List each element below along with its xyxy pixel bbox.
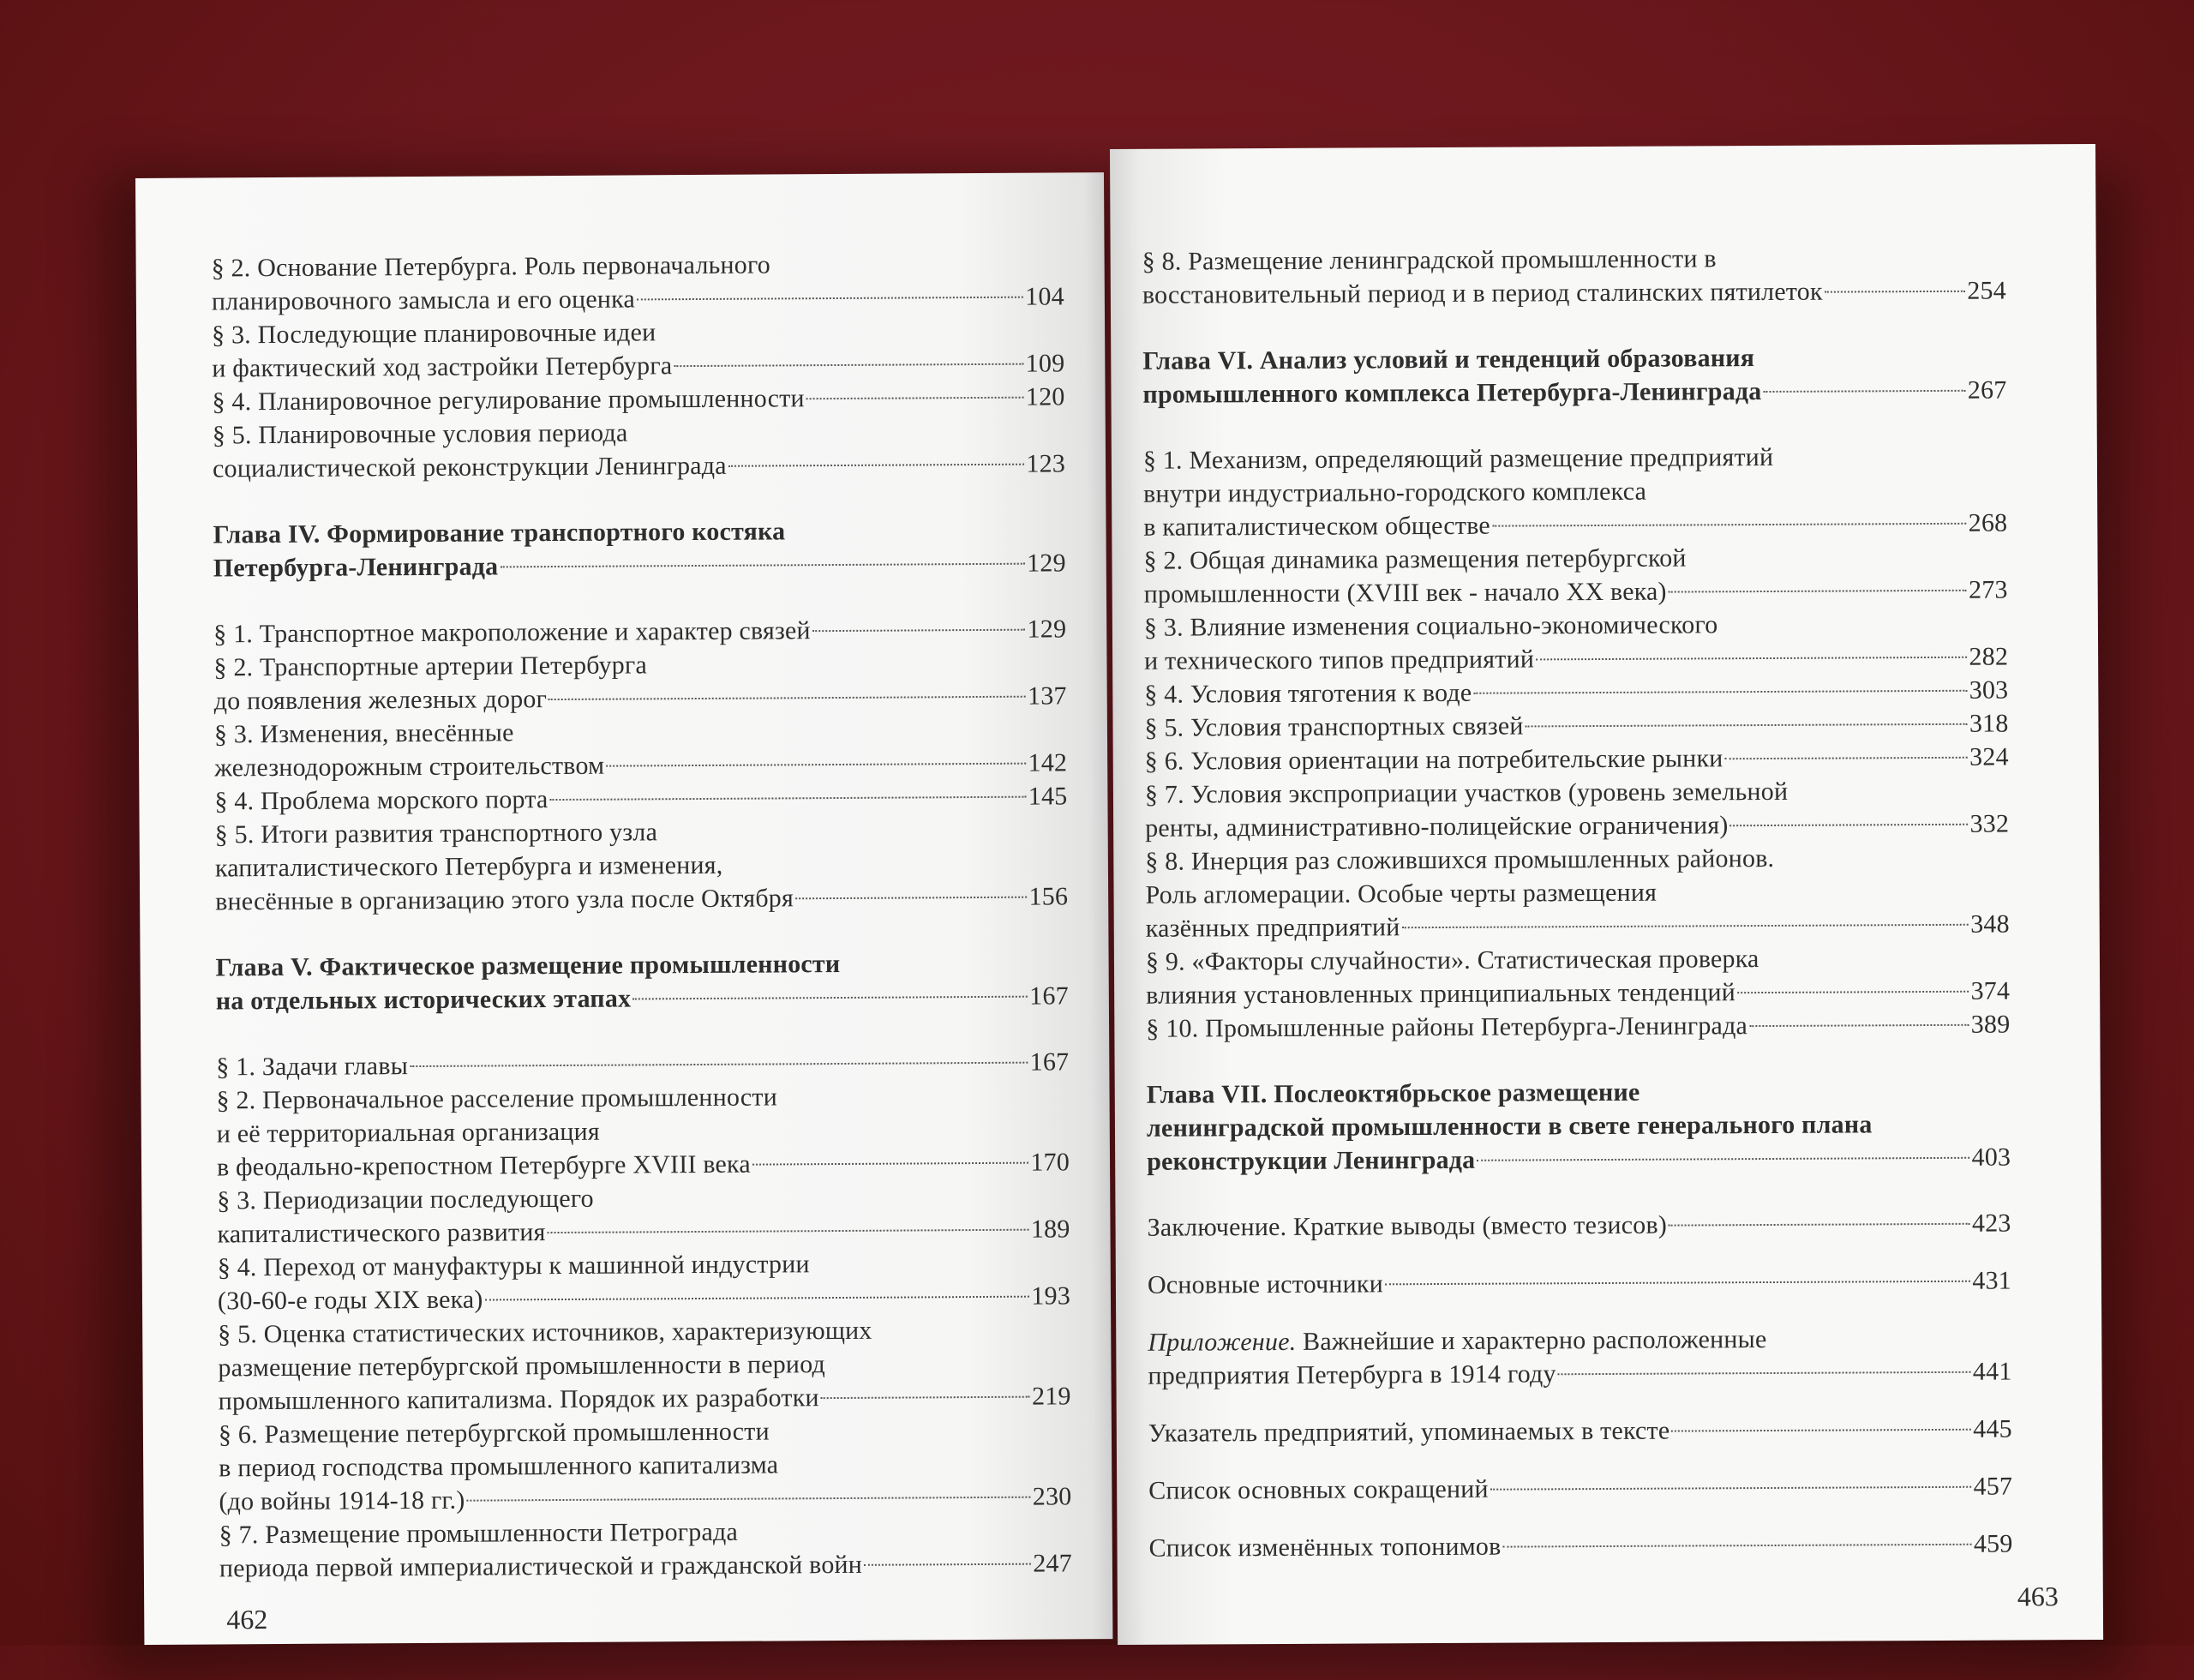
toc-line-text: на отдельных исторических этапах [215,984,632,1016]
toc-line [216,979,1069,1017]
left-page [135,172,1112,1645]
toc-chapter-entry [1147,1074,2011,1179]
dot-leader [1749,1024,1969,1027]
toc-line [213,447,1065,485]
toc-line-text: § 4. Проблема морского порта [214,785,548,816]
toc-page-number: 374 [1970,976,2011,1005]
toc-line-text: восстановительный период и в период сталинских пятилеток [1142,277,1823,309]
toc-line [1148,1527,2012,1565]
toc-line-text: влияния установленных принципиальных тенденций [1146,978,1736,1010]
dot-leader [485,1296,1030,1301]
dot-leader [1536,657,1967,661]
section-gap [215,913,1068,951]
toc-line [1146,908,2010,945]
toc-line-text: внесённые в организацию этого узла после Октября [215,884,794,916]
dot-leader [548,1229,1029,1233]
toc-line-text: § 5. Планировочные условия периода [212,418,628,450]
toc-page-number: 193 [1031,1281,1071,1311]
section-gap [1142,308,2006,345]
dot-leader [1669,1223,1970,1227]
toc-line-text: ренты, административно-полицейские ограничения) [1145,811,1729,843]
toc-line-text: § 5. Оценка статистических источников, характеризующих [218,1316,872,1349]
toc-page-number: 254 [1967,276,2006,305]
toc-line-text: Глава VI. Анализ условий и тенденций образования [1142,344,1755,375]
toc-line [212,246,1064,285]
dot-leader [549,796,1026,801]
toc-entry [213,645,1066,717]
toc-line-text: Глава VII. Послеоктябрьское размещение [1146,1077,1640,1109]
dot-leader [637,297,1023,301]
toc-entry [1148,1470,2012,1508]
toc-line-text: § 4. Переход от мануфактуры к машинной индустрии [217,1250,810,1282]
toc-line [1144,607,2008,645]
toc-entry [1148,1264,2011,1302]
toc-page-number: 156 [1028,882,1069,911]
toc-entry [219,1413,1072,1518]
toc-line-text: § 4. Условия тяготения к воде [1144,678,1472,709]
dot-leader [752,1162,1029,1166]
toc-line-text: в период господства промышленного капитализма [219,1450,779,1483]
toc-line [1142,340,2006,378]
toc-entry [212,313,1064,385]
toc-page-number: 348 [1970,909,2010,939]
toc-entry [212,246,1064,318]
toc-entry [1145,774,2009,845]
toc-line [214,746,1067,784]
toc-page-number: 123 [1026,449,1066,478]
dot-leader [806,397,1024,400]
toc-line-text: (30-60-е годы XIX века) [217,1285,483,1316]
dot-leader [1724,757,1968,759]
toc-page-number: 332 [1969,809,2010,838]
toc-chapter-entry [216,945,1069,1017]
toc-page-number: 445 [1973,1414,2012,1443]
toc-line-text: (до войны 1914-18 гг.) [219,1485,465,1516]
section-gap [216,1012,1069,1050]
toc-line [219,1413,1071,1451]
toc-line-text: Указатель предприятий, упоминаемых в тексте [1148,1416,1670,1448]
toc-entry [1144,707,2008,745]
toc-page-number: 167 [1029,981,1069,1011]
toc-line-text: Глава IV. Формирование транспортного костяка [213,517,786,549]
toc-line-text: § 1. Механизм, определяющий размещение предприятий [1142,442,1774,475]
toc-line-text: § 7. Условия экспроприации участков (уровень земельной [1144,777,1789,809]
right-page [1110,144,2103,1645]
dot-leader [410,1062,1028,1067]
toc-line-text: § 2. Транспортные артерии Петербурга [213,651,648,682]
toc-line [1144,573,2008,611]
toc-page-number: 459 [1973,1529,2013,1558]
toc-line [216,945,1069,984]
toc-line [216,1045,1069,1083]
toc-line-text: Приложение. Важнейшие и характерно расположенные [1148,1325,1767,1357]
toc-line-text: железнодорожным строительством [214,751,605,783]
dot-leader [864,1563,1031,1566]
toc-line-text: § 7. Размещение промышленности Петрограда [219,1517,739,1550]
toc-line-text: § 9. «Факторы случайности». Статистическая проверка [1145,945,1759,976]
toc-page-number: 167 [1029,1047,1070,1077]
toc-line [213,645,1066,684]
toc-entry [216,1078,1070,1184]
toc-line-text: ленинградской промышленности в свете генерального плана [1146,1110,1873,1143]
toc-line [218,1346,1070,1384]
toc-entry [1148,1413,2012,1450]
toc-line-text: промышленного комплекса Петербурга-Ленинграда [1142,377,1762,409]
toc-line-text: § 6. Размещение петербургской промышленности [218,1417,770,1449]
toc-page-number: 104 [1025,282,1064,311]
toc-line [219,1379,1071,1418]
toc-entry [1145,741,2009,778]
toc-entry [1143,540,2007,611]
toc-line-text: казённых предприятий [1145,913,1400,943]
dot-leader [1825,291,1966,293]
toc-line-text: § 5. Итоги развития транспортного узла [214,818,658,849]
toc-italic-prefix: Приложение. [1148,1327,1297,1357]
toc-line-text: капиталистического Петербурга и изменения, [214,850,723,883]
toc-page-number: 403 [1971,1143,2011,1172]
toc-line [219,1546,1072,1585]
toc-line [1147,1207,2011,1245]
toc-line-text: предприятия Петербурга в 1914 году [1148,1359,1556,1390]
toc-entry [217,1179,1070,1251]
toc-line-text: социалистической реконструкции Ленинграда [212,451,727,483]
dot-leader [1669,590,1967,593]
toc-entry [214,779,1067,818]
toc-line-text: реконструкции Ленинграда [1147,1145,1476,1176]
dot-leader [1558,1371,1971,1376]
toc-line-text: и технического типов предприятий [1144,645,1535,675]
dot-leader [1385,1281,1970,1286]
toc-entry [215,813,1069,918]
section-gap [1143,407,2007,444]
toc-line [1148,1355,2011,1393]
section-gap [213,480,1065,518]
toc-page-number: 137 [1027,681,1067,711]
toc-page-number: 268 [1968,508,2008,537]
toc-entry [212,380,1064,418]
toc-line [1143,507,2007,544]
toc-entry [1147,1207,2011,1245]
toc-line-text: Роль агломерации. Особые черты размещения [1145,878,1657,909]
toc-line [212,313,1064,351]
toc-line [1147,1107,2011,1145]
toc-line-text: § 3. Последующие планировочные идеи [212,318,656,350]
dot-leader [1473,690,1967,694]
toc-entry [1143,440,2008,544]
toc-page-number: 303 [1969,675,2009,705]
toc-line-text: § 2. Основание Петербурга. Роль первоначального [211,250,770,283]
toc-line-text: § 2. Первоначальное расселение промышленности [216,1083,778,1115]
toc-line-text: и её территориальная организация [216,1117,600,1149]
dot-leader [1730,824,1969,826]
toc-line [216,1078,1069,1117]
toc-line-text: Основные источники [1147,1269,1383,1299]
toc-line-text: Список изменённых топонимов [1148,1532,1502,1563]
toc-entry [1148,1322,2011,1393]
toc-line [1148,1413,2012,1450]
toc-entry [219,1513,1072,1585]
toc-line [1147,1074,2011,1112]
toc-line [1142,241,2006,279]
toc-line-text: § 1. Транспортное макроположение и характер связей [213,616,811,649]
toc-line-text: планировочного замысла и его оценка [211,285,636,316]
toc-line [1145,774,2009,812]
toc-line-text: § 5. Условия транспортных связей [1144,711,1524,742]
toc-line [212,279,1064,318]
toc-line-text: промышленности (XVIII век - начало XX века) [1143,577,1667,609]
toc-chapter-entry [1142,340,2006,411]
toc-line [1148,1470,2012,1508]
toc-line-text: § 2. Общая динамика размещения петербургской [1143,543,1687,575]
toc-line [217,1212,1070,1251]
toc-line [1143,473,2007,511]
toc-page-number: 120 [1025,382,1065,411]
toc-line [215,813,1068,851]
toc-line-text: периода первой империалистической и гражданской войн [219,1550,863,1583]
toc-line [1148,1264,2011,1302]
toc-line [1146,1008,2010,1046]
toc-line-text: Петербурга-Ленинграда [213,552,499,583]
toc-page-number: 129 [1027,615,1067,644]
toc-line-text: § 4. Планировочное регулирование промышленности [212,384,805,417]
toc-line-text: размещение петербургской промышленности в период [218,1350,826,1383]
dot-leader [1763,390,1965,393]
toc-line-text: § 6. Условия ориентации на потребительские рынки [1144,744,1723,776]
section-gap [213,579,1066,617]
toc-entry [213,413,1065,485]
toc-line [217,1112,1070,1150]
toc-page-number: 457 [1973,1472,2013,1501]
toc-right [1142,241,2013,1565]
toc-line [1145,807,2009,845]
toc-entry [218,1245,1070,1317]
toc-page-number: 247 [1033,1549,1072,1578]
toc-line [217,1145,1070,1184]
toc-page-number: 431 [1972,1266,2012,1295]
toc-line-text: § 1. Задачи главы [216,1052,409,1082]
dot-leader [467,1497,1031,1502]
toc-line [214,779,1067,818]
toc-line [1144,674,2008,711]
toc-page-number: 324 [1969,742,2009,771]
section-gap [1147,1174,2011,1211]
dot-leader [674,363,1023,367]
toc-page-number: 273 [1969,575,2008,604]
dot-leader [1477,1157,1969,1161]
toc-line [1146,975,2010,1012]
toc-line-text: Глава V. Фактическое размещение промышленности [215,949,841,982]
toc-line-text: § 3. Периодизации последующего [217,1184,594,1215]
toc-line [218,1312,1070,1351]
dot-leader [821,1396,1030,1399]
toc-line [1142,374,2006,411]
toc-entry [1144,607,2008,678]
dot-leader [632,996,1028,1000]
toc-line [1145,841,2009,879]
toc-left [212,246,1072,1585]
dot-leader [1401,924,1969,928]
section-gap [1146,1041,2010,1078]
toc-line [219,1513,1072,1551]
toc-line [212,346,1064,385]
toc-line [1145,741,2009,778]
toc-page-number: 219 [1031,1382,1071,1411]
toc-line [1142,274,2006,312]
toc-line [214,712,1067,751]
dot-leader [1737,991,1969,993]
toc-page-number: 109 [1025,349,1065,378]
dot-leader [812,629,1026,633]
toc-line [215,879,1068,918]
toc-line-text: в капиталистическом обществе [1143,511,1490,542]
toc-entry [214,712,1067,784]
toc-page-number: 170 [1030,1148,1070,1177]
toc-line-text: § 3. Влияние изменения социально-экономического [1143,610,1718,642]
page-number-right: 463 [2017,1581,2059,1612]
toc-entry [1146,1008,2010,1046]
toc-line-text: § 8. Инерция раз сложившихся промышленных районов. [1145,843,1775,876]
toc-line-text: Список основных сокращений [1148,1474,1489,1505]
toc-line [1143,540,2007,578]
toc-page-number: 129 [1027,549,1066,578]
toc-page-number: 267 [1967,375,2007,405]
toc-page-number: 441 [1972,1357,2012,1386]
toc-line [219,1479,1071,1518]
toc-entry [1142,241,2006,312]
toc-line [1144,707,2008,745]
toc-line-text: промышленного капитализма. Порядок их разработки [218,1383,819,1416]
toc-line [218,1245,1070,1284]
toc-line [218,1279,1070,1317]
toc-page-number: 318 [1969,709,2009,738]
toc-line [214,679,1067,717]
toc-entry [213,612,1066,651]
toc-line [215,846,1068,885]
dot-leader [795,897,1028,900]
toc-line [1148,1322,2011,1359]
toc-entry [216,1045,1069,1083]
toc-line-text: § 10. Промышленные районы Петербурга-Ленинграда [1146,1011,1748,1043]
toc-page-number: 282 [1969,642,2009,671]
page-number-left: 462 [226,1604,268,1635]
toc-line [213,513,1065,551]
toc-line [212,380,1064,418]
toc-entry [1145,841,2010,945]
toc-line [217,1179,1070,1217]
dot-leader [1490,1486,1972,1491]
dot-leader [728,464,1025,467]
dot-leader [500,563,1025,568]
toc-entry [1146,941,2010,1012]
toc-line-text: в феодально-крепостном Петербурге XVIII века [216,1149,751,1182]
toc-line-text: и фактический ход застройки Петербурга [212,351,673,383]
dot-leader [1502,1544,1972,1548]
toc-line [1143,440,2007,477]
dot-leader [606,763,1026,767]
toc-line [213,546,1066,585]
toc-line [1146,941,2010,979]
dot-leader [1492,523,1967,527]
toc-line-text: до появления железных дорог [213,685,548,716]
toc-line-text: Заключение. Краткие выводы (вместо тезисов) [1147,1210,1668,1242]
toc-page-number: 230 [1032,1482,1072,1511]
toc-page-number: 423 [1971,1209,2011,1238]
toc-entry [218,1312,1071,1418]
toc-entry [1148,1527,2012,1565]
toc-line [1144,640,2008,678]
toc-line [213,413,1065,452]
toc-line [219,1446,1071,1485]
toc-line-text: § 8. Размещение ленинградской промышленности в [1142,244,1717,276]
toc-chapter-entry [213,513,1065,585]
toc-page-number: 145 [1028,782,1068,811]
toc-line-text: капиталистического развития [217,1218,546,1249]
toc-page-number: 142 [1028,748,1068,777]
toc-page-number: 389 [1970,1010,2011,1039]
toc-line [213,612,1066,651]
toc-line [1147,1141,2011,1179]
toc-entry [1144,674,2008,711]
dot-leader [1671,1429,1971,1432]
toc-line-text: § 3. Изменения, внесённые [213,718,514,749]
toc-line [1145,874,2009,912]
dot-leader [1526,723,1968,728]
dot-leader [548,696,1026,700]
toc-line-text: внутри индустриально-городского комплекса [1143,477,1647,508]
toc-page-number: 189 [1030,1215,1070,1244]
